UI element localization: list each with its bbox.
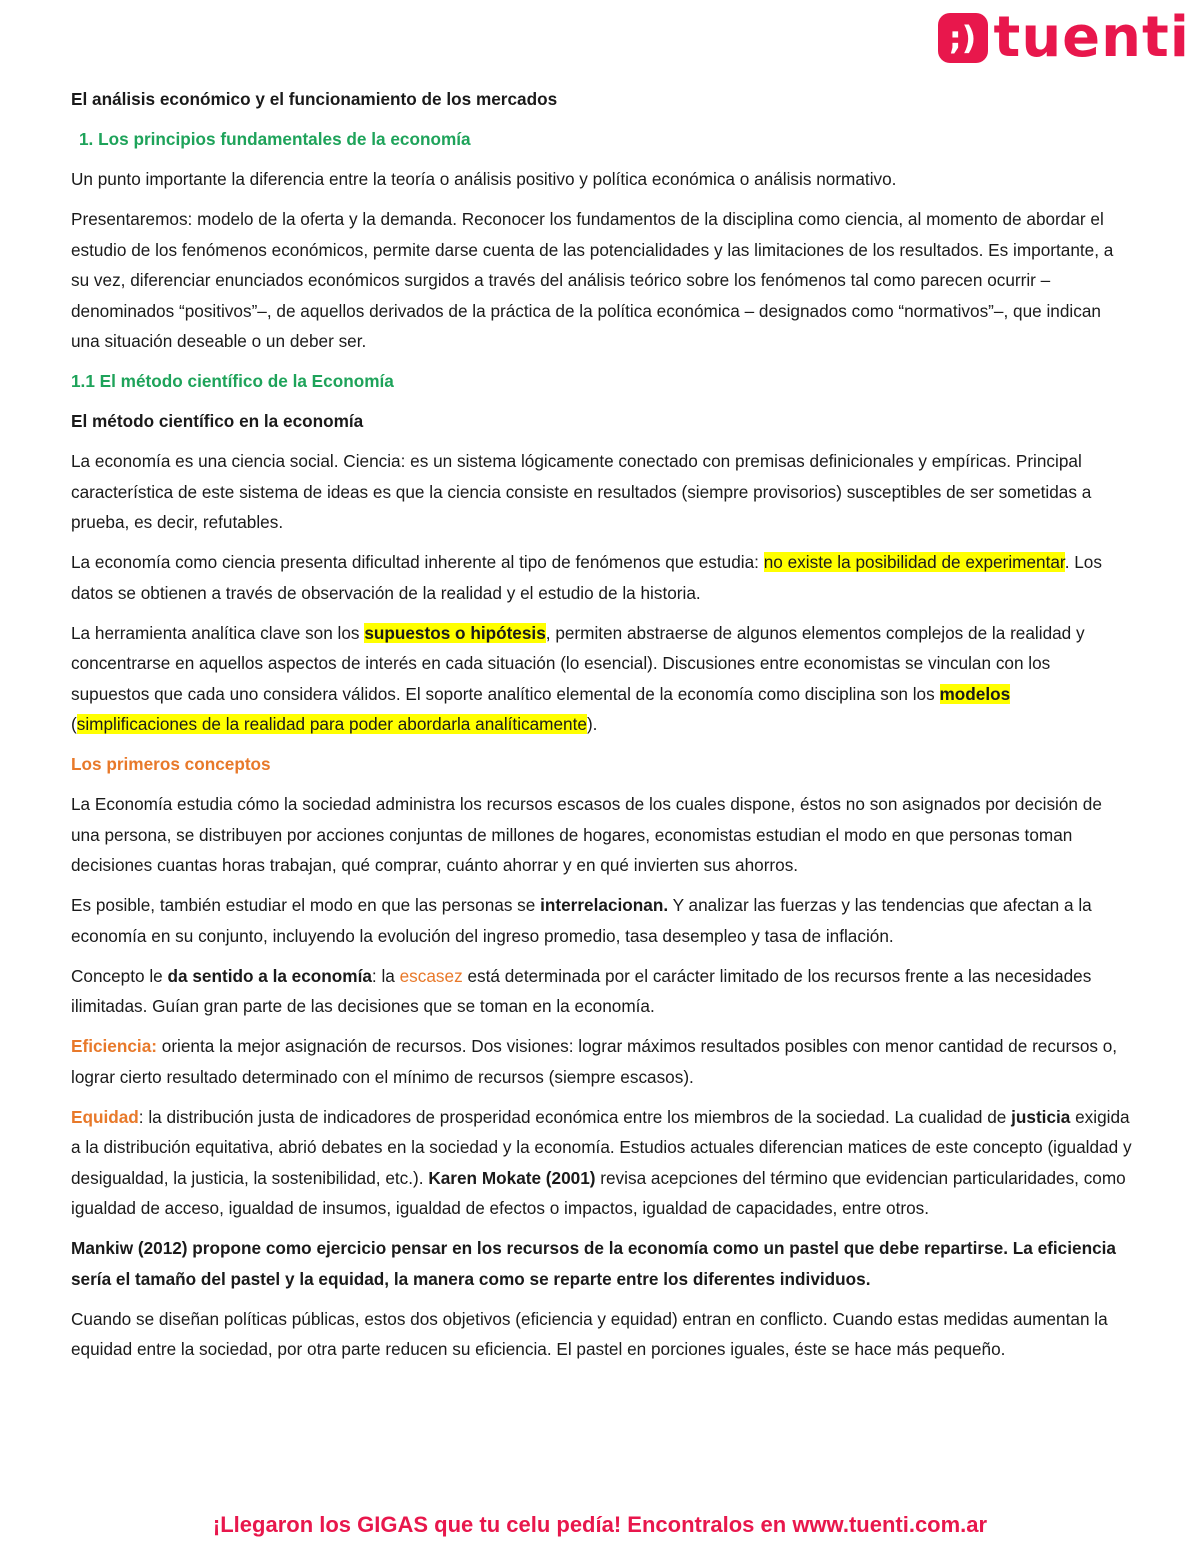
section-heading-primeros: Los primeros conceptos	[71, 754, 271, 774]
text-run: . Los datos se obtienen a través de observación de la realidad y el estudio de la historia.	[71, 552, 1102, 603]
highlight-text: no existe la posibilidad de experimentar	[763, 552, 1065, 572]
section-heading-1: 1. Los principios fundamentales de la economía	[79, 129, 471, 149]
bold-term: Karen Mokate (2001)	[428, 1167, 596, 1188]
orange-term: Eficiencia:	[71, 1036, 157, 1056]
text-run: orienta la mejor asignación de recursos. Dos visiones: lograr máximos resultados posibles con menor cantidad de recursos o, lograr cierto resultado determinado con el mínimo de recursos (siempre escasos).	[71, 1036, 1118, 1087]
paragraph-9	[71, 1031, 1133, 1092]
paragraph-11: Mankiw (2012) propone como ejercicio pensar en los recursos de la economía como un pastel que debe repartirse. La eficiencia sería el tamaño del pastel y la equidad, la manera como se reparte entre los diferentes individuos.	[71, 1238, 1116, 1289]
paragraph-6: La Economía estudia cómo la sociedad administra los recursos escasos de los cuales dispone, éstos no son asignados por decisión de una persona, se distribuyen por acciones conjuntas de millones de hogares, economistas estudian el modo en que personas toman decisiones cuantas horas trabajan, qué comprar, cuánto ahorrar y en qué invierten sus ahorros.	[71, 794, 1102, 875]
subsection-heading: El método científico en la economía	[71, 411, 364, 431]
section-heading-1-1: 1.1 El método científico de la Economía	[71, 371, 394, 391]
text-run: Es posible, también estudiar el modo en que las personas se	[71, 895, 541, 915]
text-run: revisa acepciones del término que evidencian particularidades, como igualdad de acceso, igualdad de insumos, igualdad de efectos o impactos, igualdad de capacidades, entre otros.	[71, 1167, 1126, 1218]
text-run: ).	[586, 714, 598, 734]
text-run: La economía como ciencia presenta dificultad inherente al tipo de fenómenos que estudia:	[71, 552, 764, 572]
paragraph-1: Un punto importante la diferencia entre la teoría o análisis positivo y política económica o análisis normativo.	[71, 169, 897, 189]
bold-term: da sentido a la economía	[167, 965, 372, 986]
text-run: : la	[371, 965, 400, 986]
footer-ad-link[interactable]: ¡Llegaron los GIGAS que tu celu pedía! Encontralos en www.tuenti.com.ar	[212, 1512, 988, 1537]
document-body	[71, 84, 1133, 1374]
tuenti-logo	[938, 5, 1190, 70]
highlight-text: supuestos o hipótesis	[364, 622, 546, 643]
text-run: La herramienta analítica clave son los	[71, 622, 365, 643]
tuenti-wordmark: tuenti	[993, 5, 1190, 70]
paragraph-5	[71, 618, 1133, 740]
paragraph-2: Presentaremos: modelo de la oferta y la demanda. Reconocer los fundamentos de la disciplina como ciencia, al momento de abordar el estudio de los fenómenos económicos, permite darse cuenta de las potencialidades y las limitaciones de los resultados. Es importante, a su vez, diferenciar enunciados económicos surgidos a través del análisis teórico sobre los fenómenos tal como parecen ocurrir –denominados “positivos”–, de aquellos derivados de la práctica de la política económica – designados como “normativos”–, que indican una situación deseable o un deber ser.	[71, 209, 1114, 351]
paragraph-4	[71, 547, 1133, 608]
text-run: Concepto le	[71, 965, 168, 986]
paragraph-7	[71, 890, 1133, 951]
document-title: El análisis económico y el funcionamiento de los mercados	[71, 89, 558, 109]
paragraph-12: Cuando se diseñan políticas públicas, estos dos objetivos (eficiencia y equidad) entran en conflicto. Cuando estas medidas aumentan la equidad entre la sociedad, por otra parte reducen su eficiencia. El pastel en porciones iguales, éste se hace más pequeño.	[71, 1308, 1108, 1359]
tuenti-smile-icon: ;)	[938, 13, 988, 63]
paragraph-8	[71, 961, 1133, 1022]
bold-term: interrelacionan.	[540, 895, 669, 915]
bold-term: justicia	[1011, 1106, 1071, 1127]
highlight-text: modelos	[939, 683, 1011, 704]
orange-term: escasez	[399, 965, 463, 986]
highlight-text: simplificaciones de la realidad para poder abordarla analíticamente	[76, 714, 587, 734]
text-run: (	[71, 714, 77, 734]
text-run: , permiten abstraerse de algunos elementos complejos de la realidad y concentrarse en aquellos aspectos de interés en cada situación (lo esencial). Discusiones entre economistas se vinculan con los supuestos que cada uno considera válidos. El soporte analítico elemental de la economía como disciplina son los	[71, 622, 1085, 704]
paragraph-10	[71, 1102, 1133, 1224]
orange-term: Equidad	[71, 1106, 139, 1127]
text-run: está determinada por el carácter limitado de los recursos frente a las necesidades ilimitadas. Guían gran parte de las decisiones que se toman en la economía.	[71, 965, 1092, 1016]
text-run: : la distribución justa de indicadores de prosperidad económica entre los miembros de la sociedad. La cualidad de	[138, 1106, 1012, 1127]
text-run: Y analizar las fuerzas y las tendencias que afectan a la economía en su conjunto, incluyendo la evolución del ingreso promedio, tasa desempleo y tasa de inflación.	[71, 895, 1092, 946]
text-run: exigida a la distribución equitativa, abrió debates en la sociedad y la economía. Estudios actuales diferencian matices de este concepto (igualdad y desigualdad, la justicia, la sostenibilidad, etc.).	[71, 1106, 1132, 1188]
paragraph-3: La economía es una ciencia social. Ciencia: es un sistema lógicamente conectado con premisas definicionales y empíricas. Principal característica de este sistema de ideas es que la ciencia consiste en resultados (siempre provisorios) susceptibles de ser sometidas a prueba, es decir, refutables.	[71, 451, 1092, 532]
